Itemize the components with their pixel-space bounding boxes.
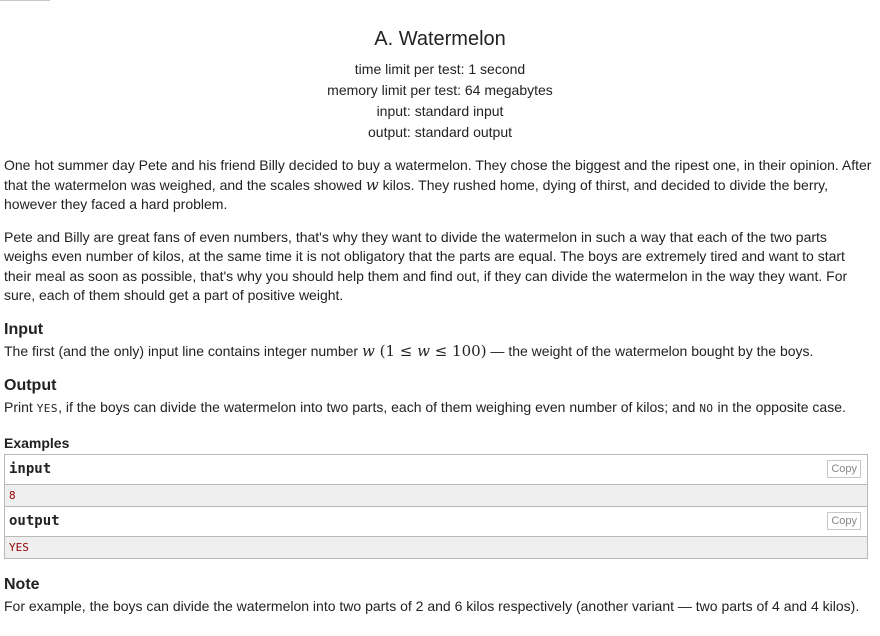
example-output-header <box>5 507 867 537</box>
example-input-value: 8 <box>5 485 867 507</box>
example-box <box>4 454 868 559</box>
output-source: output: standard output <box>368 124 512 140</box>
math-close: ≤ 100) <box>429 341 487 360</box>
output-title: Output <box>4 377 57 394</box>
input-text <box>4 342 874 362</box>
input-section <box>4 320 874 362</box>
math-w: w <box>365 175 379 194</box>
examples-section <box>4 434 874 559</box>
input-title: Input <box>4 320 44 338</box>
yes-token: YES <box>36 402 59 415</box>
output-text-c: in the opposite case. <box>713 399 846 415</box>
memory-limit: memory limit per test: 64 megabytes <box>327 82 553 98</box>
example-input-label: input <box>9 460 52 477</box>
legend-text: One hot summer day Pete and his friend Billy decided to buy a watermelon. They chose the biggest and the ripest one, in their opinion. After that the watermelon was weighed, and the scales showed <box>4 157 872 193</box>
examples-title: Examples <box>4 434 70 451</box>
legend-text: kilos. They rushed home, dying of thirst, and decided to divide the berry, however they faced a hard problem. <box>4 176 829 212</box>
problem-title: A. Watermelon <box>374 28 506 50</box>
note-title: Note <box>4 575 40 593</box>
output-text-b: , if the boys can divide the watermelon into two parts, each of them weighing even number of kilos; and <box>58 399 700 415</box>
note-section <box>4 575 874 617</box>
input-text-a: The first (and the only) input line contains integer number <box>4 342 362 359</box>
problem-statement <box>4 156 874 616</box>
example-input-header <box>5 455 867 485</box>
problem-header <box>0 0 880 143</box>
copy-output-button[interactable]: Copy <box>827 512 861 530</box>
input-text-b: — the weight of the watermelon bought by the boys. <box>486 342 814 359</box>
output-text <box>4 398 874 419</box>
output-text-a: Print <box>4 399 37 415</box>
note-text: For example, the boys can divide the watermelon into two parts of 2 and 6 kilos respectively (another variant — two parts of 4 and 4 kilos). <box>4 597 860 614</box>
no-token: NO <box>699 402 714 415</box>
math-w: w <box>417 341 430 360</box>
legend-paragraph-2: Pete and Billy are great fans of even numbers, that's why they want to divide the watermelon in such a way that each of the two parts weighs even number of kilos, at the same time it is not obligatory that the parts are equal. The boys are extremely tired and want to start their meal as soon as possible, that's why you should help them and find out, if they can divide the watermelon in the way they want. For sure, each of them should get a part of positive weight. <box>4 228 848 303</box>
time-limit: time limit per test: 1 second <box>354 61 526 77</box>
math-open: (1 ≤ <box>374 341 418 360</box>
input-source: input: standard input <box>376 103 504 119</box>
top-divider <box>0 0 50 1</box>
output-section <box>4 376 874 419</box>
example-output-label: output <box>9 512 60 529</box>
legend-paragraph-1 <box>4 156 874 215</box>
example-output-value: YES <box>5 537 867 558</box>
copy-input-button[interactable]: Copy <box>827 460 861 478</box>
math-w: w <box>361 341 375 360</box>
